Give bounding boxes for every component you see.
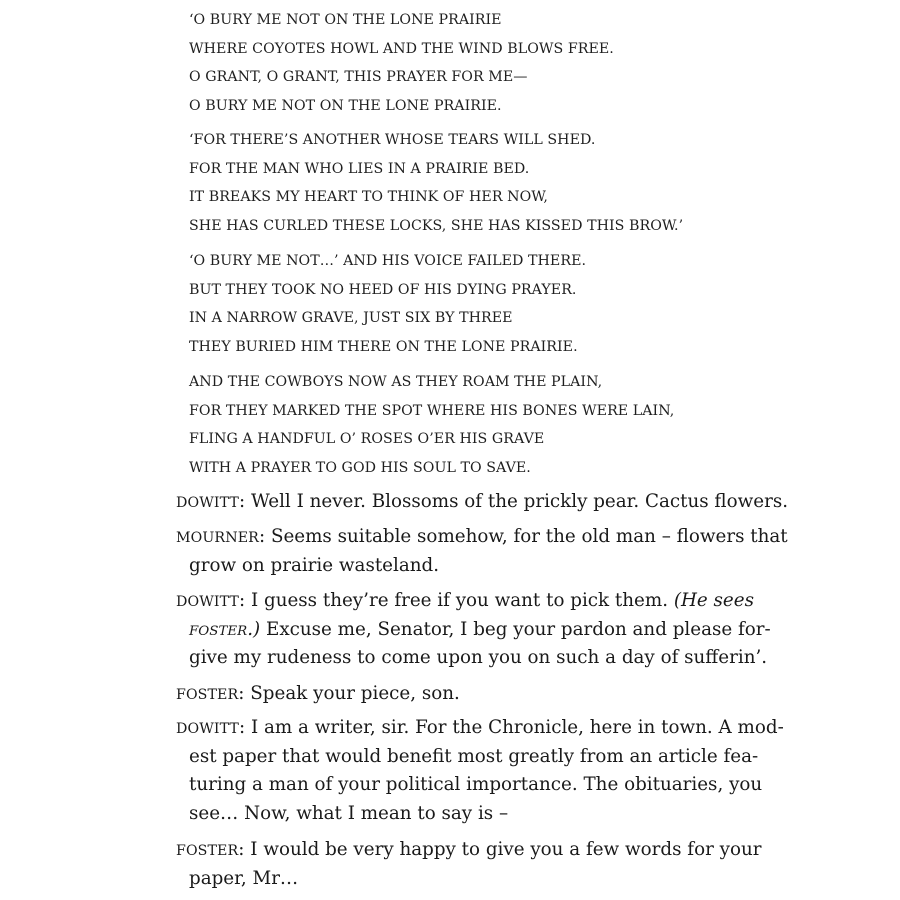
verse-line: IN A NARROW GRAVE, JUST SIX BY THREE [189,310,513,327]
verse-line: O BURY ME NOT ON THE LONE PRAIRIE. [189,97,502,114]
speech-text: I would be very happy to give you a few words for your [250,839,762,860]
song-stanza-3 [189,247,749,361]
speech-text: I am a writer, sir. For the Chronicle, here in town. A mod- [250,717,784,738]
dialogue-foster-1 [176,680,736,709]
verse-line: THEY BURIED HIM THERE ON THE LONE PRAIRIE. [189,338,578,355]
verse-line: O GRANT, O GRANT, THIS PRAYER FOR ME— [189,69,528,86]
speaker-name: DOWITT [176,594,239,610]
verse-line: FOR THEY MARKED THE SPOT WHERE HIS BONES WERE LAIN, [189,402,675,419]
dialogue-dowitt-1 [176,488,789,517]
stage-direction-close: .) [247,618,261,640]
song-stanza-2 [189,126,749,240]
verse-line: FOR THE MAN WHO LIES IN A PRAIRIE BED. [189,160,530,177]
verse-line: BUT THEY TOOK NO HEED OF HIS DYING PRAYER. [189,281,577,298]
speech-text: Seems suitable somehow, for the old man – flowers that [270,526,788,547]
speech-line: turing a man of your political importance. The obituaries, you [189,774,763,796]
speech-text: Speak your piece, son. [250,683,460,704]
speech-text: Well I never. Blossoms of the prickly pear. Cactus flowers. [250,491,789,512]
speech-line: FOSTER: Speak your piece, son. [176,683,460,704]
verse-line: SHE HAS CURLED THESE LOCKS, SHE HAS KISSED THIS BROW.’ [189,217,684,234]
dialogue-dowitt-3 [176,714,784,828]
speech-line [176,616,771,645]
speaker-name: MOURNER [176,530,259,546]
speech-line: MOURNER: Seems suitable somehow, for the old man – flowers that [176,526,788,547]
verse-line: IT BREAKS MY HEART TO THINK OF HER NOW, [189,189,548,206]
stage-direction-character: FOSTER [189,623,248,639]
dialogue-mourner [176,523,788,580]
verse-line: WITH A PRAYER TO GOD HIS SOUL TO SAVE. [189,459,531,476]
speech-line: est paper that would benefit most greatly from an article fea- [189,745,759,767]
speech-line: DOWITT: Well I never. Blossoms of the prickly pear. Cactus flowers. [176,491,789,512]
speech-text: I guess they’re free if you want to pick them. [250,590,669,611]
verse-line: WHERE COYOTES HOWL AND THE WIND BLOWS FREE. [189,40,614,57]
song-stanza-4 [189,368,749,482]
speech-line: DOWITT: I guess they’re free if you want to pick them. (He sees [176,590,754,611]
verse-line: AND THE COWBOYS NOW AS THEY ROAM THE PLAIN, [189,374,603,390]
verse-line: ‘FOR THERE’S ANOTHER WHOSE TEARS WILL SHED. [189,132,596,148]
speech-line: FOSTER: I would be very happy to give you a few words for your [176,839,762,860]
speech-line: grow on prairie wasteland. [189,554,440,576]
stage-direction: (He sees [673,590,754,611]
speech-line: paper, Mr… [189,867,299,889]
dialogue-foster-2 [176,836,762,893]
speaker-name: DOWITT [176,721,239,737]
verse-line: ‘O BURY ME NOT ON THE LONE PRAIRIE [189,12,502,28]
speaker-name: DOWITT [176,495,239,511]
song-stanza-1 [189,6,749,120]
verse-line: FLING A HANDFUL O’ ROSES O’ER HIS GRAVE [189,431,545,448]
speaker-name: FOSTER [176,687,239,703]
speaker-name: FOSTER [176,843,239,859]
speech-line: DOWITT: I am a writer, sir. For the Chronicle, here in town. A mod- [176,717,784,738]
verse-line: ‘O BURY ME NOT…’ AND HIS VOICE FAILED THERE. [189,253,587,269]
dialogue-dowitt-2 [176,587,771,673]
speech-line: see… Now, what I mean to say is – [189,802,509,824]
speech-text: Excuse me, Senator, I beg your pardon and please for- [266,618,771,640]
speech-line: give my rudeness to come upon you on such a day of sufferin’. [189,647,768,669]
